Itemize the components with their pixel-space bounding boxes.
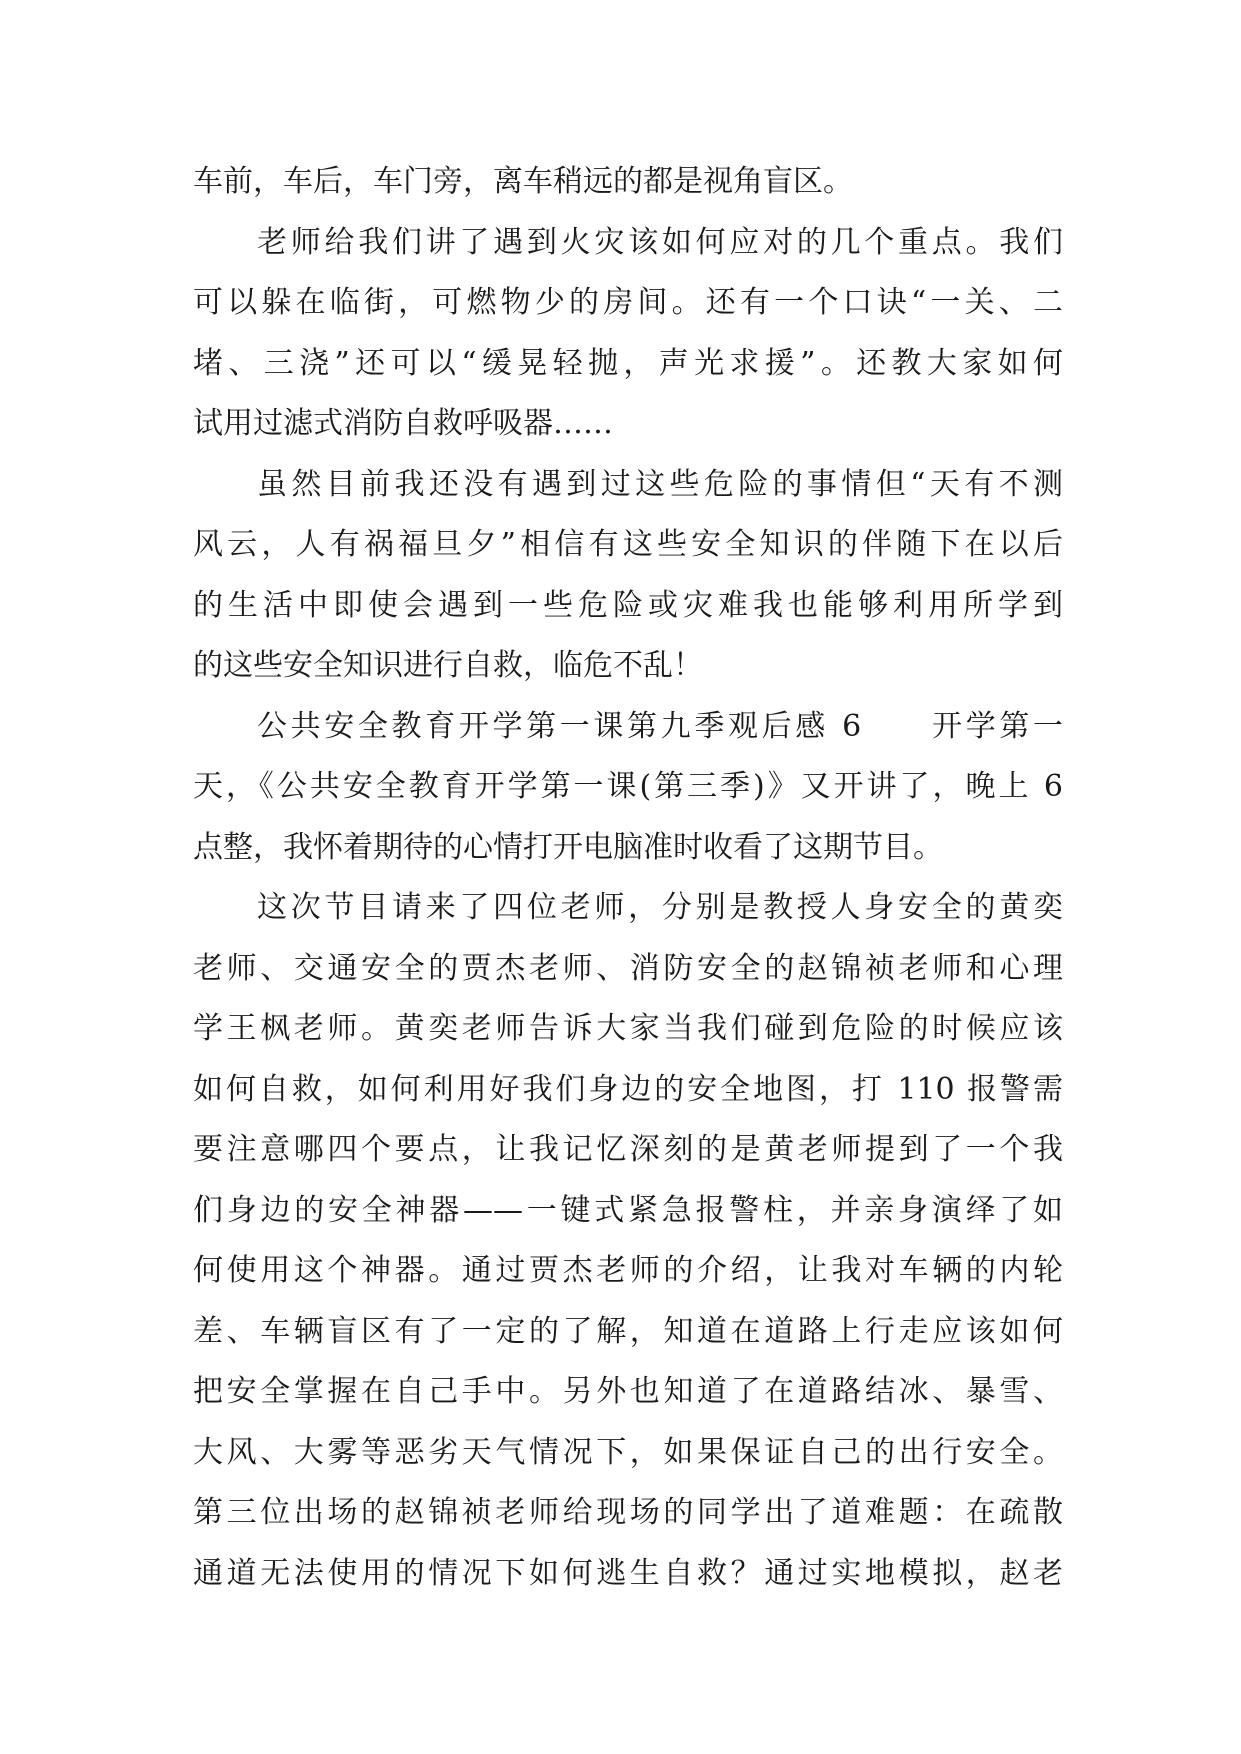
text-line: 要注意哪四个要点，让我记忆深刻的是黄老师提到了一个我 bbox=[193, 1132, 1063, 1167]
text-line: 何使用这个神器。通过贾杰老师的介绍，让我对车辆的内轮 bbox=[193, 1253, 1063, 1288]
text-line: 如何自救，如何利用好我们身边的安全地图，打 110 报警需 bbox=[193, 1071, 1063, 1107]
text-line: 第三位出场的赵锦祯老师给现场的同学出了道难题：在疏散 bbox=[193, 1495, 1063, 1530]
text-line: 堵、三浇”还可以“缓晃轻抛，声光求援”。还教大家如何 bbox=[193, 345, 1063, 381]
text-line: 老师给我们讲了遇到火灾该如何应对的几个重点。我们 bbox=[257, 224, 1063, 260]
text-line: 可以躲在临街，可燃物少的房间。还有一个口诀“一关、二 bbox=[193, 285, 1063, 320]
text-line: 试用过滤式消防自救呼吸器…… bbox=[193, 406, 613, 441]
text-line: 虽然目前我还没有遇到过这些危险的事情但“天有不测 bbox=[257, 466, 1063, 502]
text-line: 们身边的安全神器——一键式紧急报警柱，并亲身演绎了如 bbox=[193, 1192, 1063, 1228]
text-line: 这次节目请来了四位老师，分别是教授人身安全的黄奕 bbox=[257, 890, 1063, 925]
text-line: 学王枫老师。黄奕老师告诉大家当我们碰到危险的时候应该 bbox=[193, 1011, 1063, 1046]
text-line: 公共安全教育开学第一课第九季观后感 6 开学第一 bbox=[257, 708, 1063, 744]
text-line: 差、车辆盲区有了一定的了解，知道在道路上行走应该如何 bbox=[193, 1313, 1063, 1349]
text-line: 老师、交通安全的贾杰老师、消防安全的赵锦祯老师和心理 bbox=[193, 950, 1063, 986]
text-line: 点整，我怀着期待的心情打开电脑准时收看了这期节目。 bbox=[193, 829, 943, 865]
text-line: 大风、大雾等恶劣天气情况下，如果保证自己的出行安全。 bbox=[193, 1434, 1063, 1470]
text-line: 天，《公共安全教育开学第一课(第三季)》又开讲了，晚上 6 bbox=[193, 769, 1063, 804]
text-line: 风云，人有祸福旦夕”相信有这些安全知识的伴随下在以后 bbox=[193, 527, 1063, 562]
text-line: 通道无法使用的情况下如何逃生自救？通过实地模拟，赵老 bbox=[193, 1555, 1063, 1591]
text-line: 的生活中即使会遇到一些危险或灾难我也能够利用所学到 bbox=[193, 587, 1063, 623]
document-body bbox=[193, 152, 1063, 1604]
text-line: 车前，车后，车门旁，离车稍远的都是视角盲区。 bbox=[193, 164, 853, 199]
text-line: 的这些安全知识进行自救，临危不乱！ bbox=[193, 648, 703, 683]
text-line: 把安全掌握在自己手中。另外也知道了在道路结冰、暴雪、 bbox=[193, 1374, 1063, 1409]
